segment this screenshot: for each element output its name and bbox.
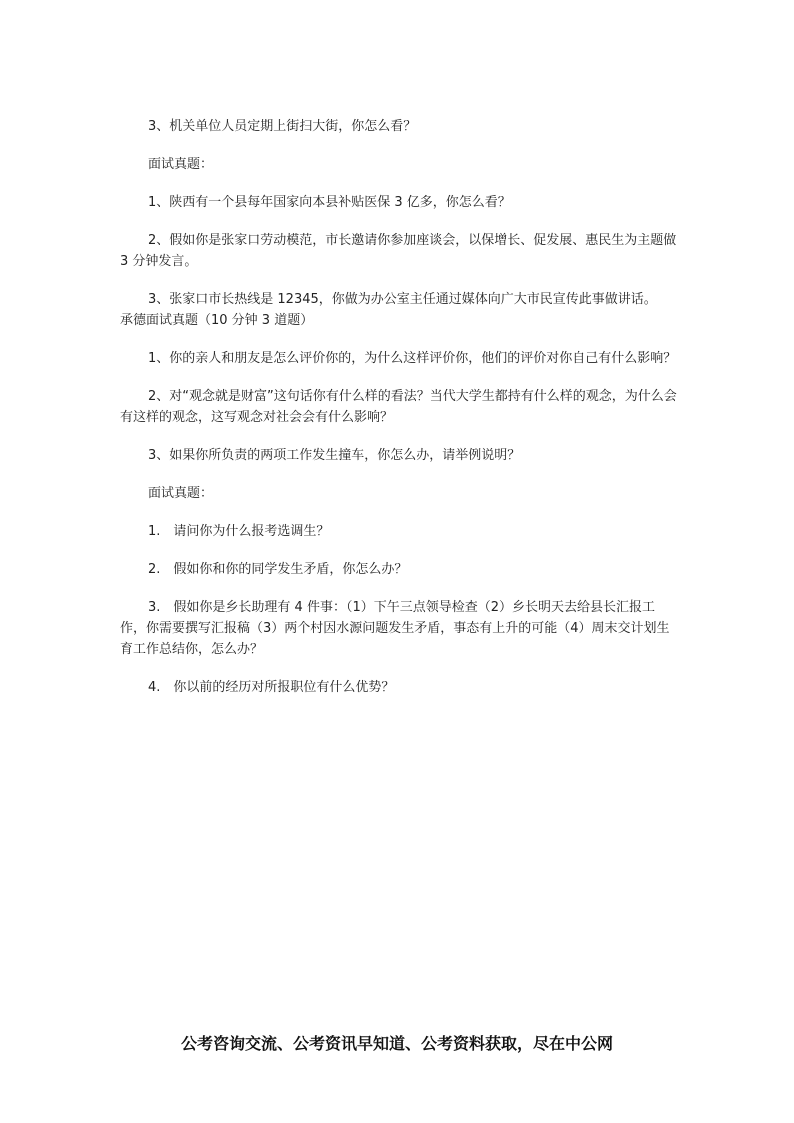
paragraph-question-3: 3、机关单位人员定期上街扫大街，你怎么看？	[148, 119, 417, 134]
paragraph-question-1: 1、陕西有一个县每年国家向本县补贴医保 3 亿多，你怎么看？	[148, 195, 511, 210]
paragraph-list-4: 4. 你以前的经历对所报职位有什么优势？	[148, 680, 395, 695]
paragraph-chengde-3: 3、如果你所负责的两项工作发生撞车，你怎么办，请举例说明？	[148, 448, 521, 463]
paragraph-list-3: 3. 假如你是乡长助理有 4 件事：（1）下午三点领导检查（2）乡长明天去给县长汇报工作，你需要撰写汇报稿（3）两个村因水源问题发生矛盾，事态有上升的可能（4）周末交计划生育工作总结你，怎么办？	[120, 600, 670, 657]
paragraph-question-3-hotline: 3、张家口市长热线是 12345，你做为办公室主任通过媒体向广大市民宣传此事做讲话。	[148, 292, 657, 307]
page-footer: 公考咨询交流、公考资讯早知道、公考资料获取，尽在中公网	[180, 1034, 613, 1053]
paragraph-question-2: 2、假如你是张家口劳动模范，市长邀请你参加座谈会，以保增长、促发展、惠民生为主题做 3 分钟发言。	[120, 233, 677, 269]
section-heading-interview: 面试真题：	[148, 157, 214, 172]
document-body	[120, 116, 680, 715]
section-heading-interview-2: 面试真题：	[148, 486, 214, 501]
paragraph-list-1: 1. 请问你为什么报考选调生？	[148, 524, 330, 539]
paragraph-chengde-1: 1、你的亲人和朋友是怎么评价你的，为什么这样评价你，他们的评价对你自己有什么影响？	[148, 351, 677, 366]
section-heading-chengde: 承德面试真题（10 分钟 3 道题）	[120, 313, 314, 328]
paragraph-chengde-2: 2、对“观念就是财富”这句话你有什么样的看法？当代大学生都持有什么样的观念，为什么会有这样的观念，这写观念对社会会有什么影响？	[120, 389, 677, 425]
paragraph-list-2: 2. 假如你和你的同学发生矛盾，你怎么办？	[148, 562, 408, 577]
